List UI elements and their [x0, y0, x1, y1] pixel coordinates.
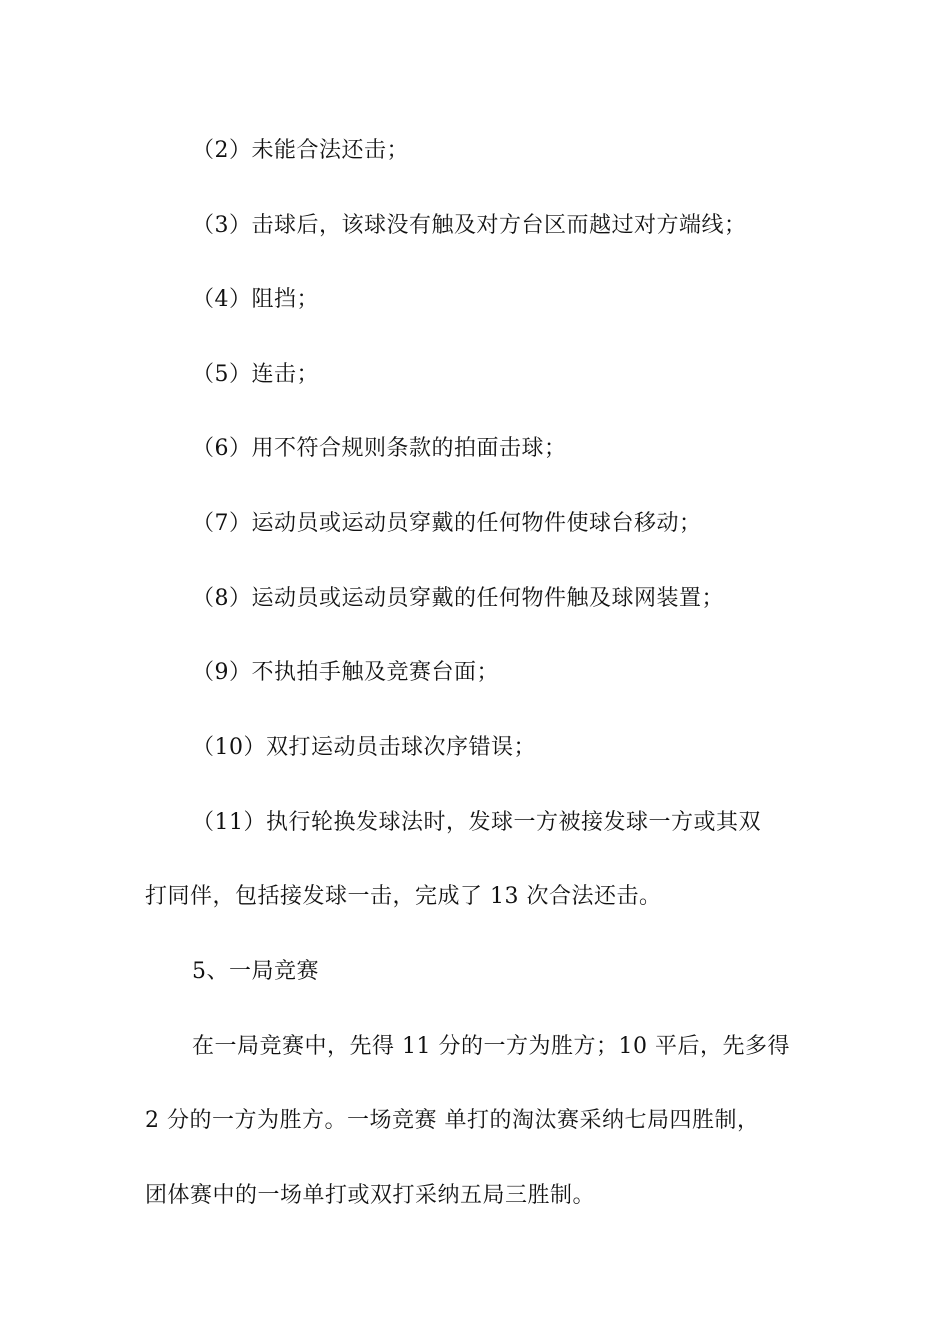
paragraph-line-1: 在一局竞赛中，先得 11 分的一方为胜方；10 平后，先多得	[192, 1034, 790, 1059]
rule-item-10: （10）双打运动员击球次序错误；	[192, 735, 536, 760]
paragraph-line-3: 团体赛中的一场单打或双打采纳五局三胜制。	[145, 1183, 596, 1208]
paragraph-line-2: 2 分的一方为胜方。一场竞赛 单打的淘汰赛采纳七局四胜制，	[145, 1108, 760, 1133]
rule-item-8: （8）运动员或运动员穿戴的任何物件触及球网装置；	[192, 586, 724, 611]
rule-item-4: （4）阻挡；	[192, 287, 319, 312]
rule-item-11-line-1: （11）执行轮换发球法时，发球一方被接发球一方或其双	[192, 810, 761, 835]
rule-item-2: （2）未能合法还击；	[192, 138, 409, 163]
rule-item-6: （6）用不符合规则条款的拍面击球；	[192, 436, 567, 461]
section-heading: 5、一局竞赛	[192, 959, 319, 984]
rule-item-3: （3）击球后，该球没有触及对方台区而越过对方端线；	[192, 213, 747, 238]
rule-item-7: （7）运动员或运动员穿戴的任何物件使球台移动；	[192, 511, 702, 536]
rule-item-11-line-2: 打同伴，包括接发球一击，完成了 13 次合法还击。	[145, 884, 662, 909]
rule-item-9: （9）不执拍手触及竞赛台面；	[192, 660, 499, 685]
rule-item-5: （5）连击；	[192, 362, 319, 387]
